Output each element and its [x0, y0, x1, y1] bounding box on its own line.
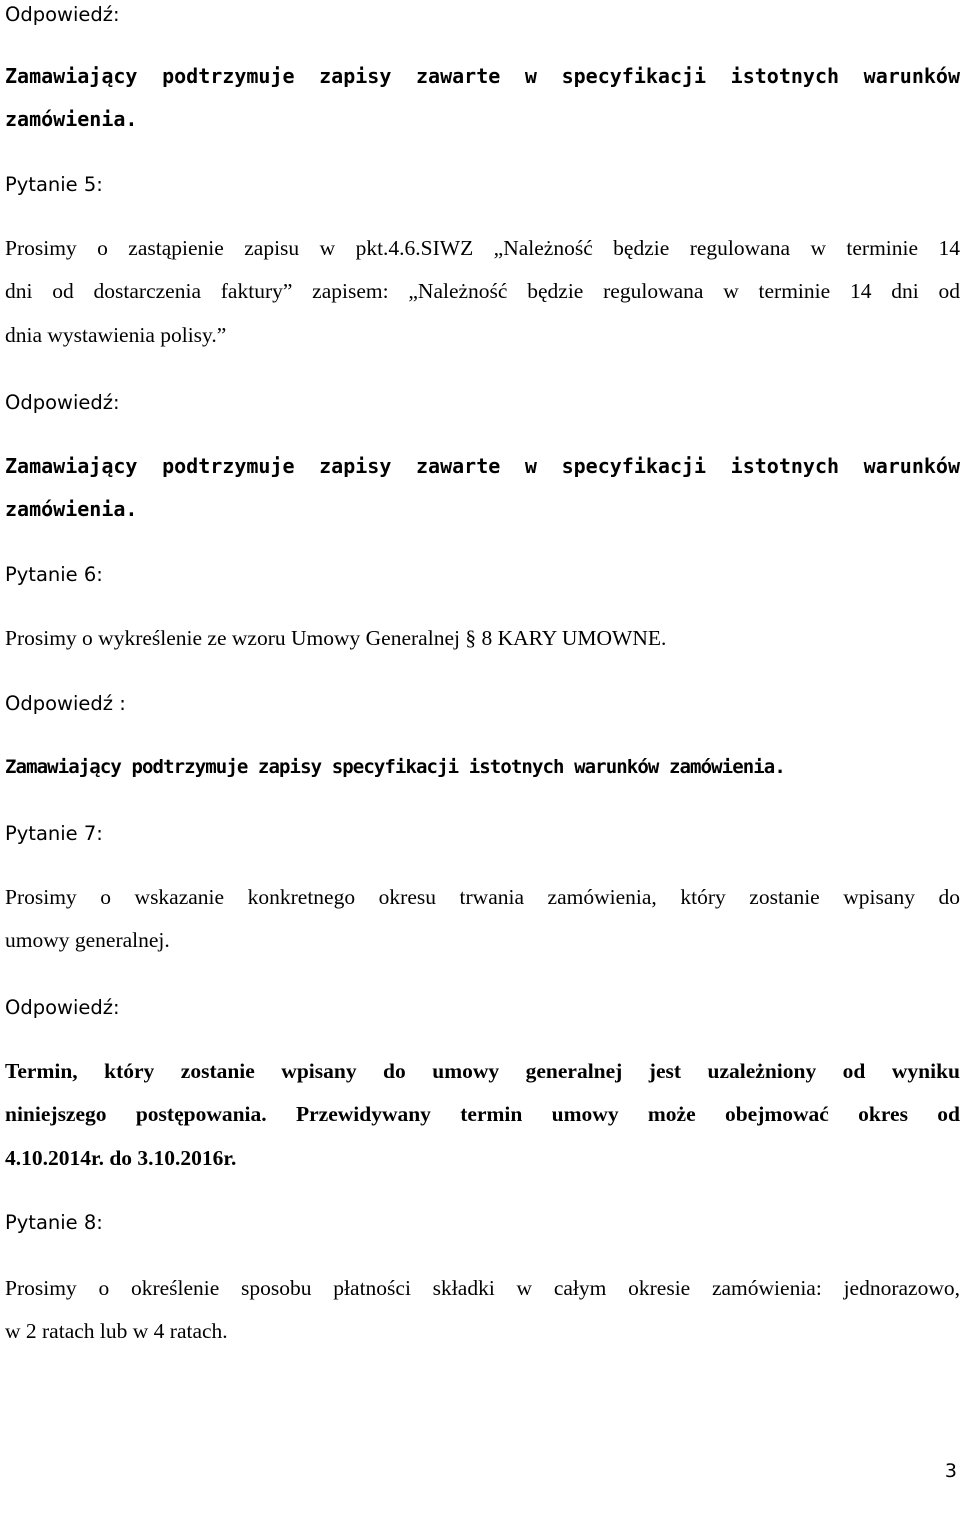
- question-5-label: Pytanie 5:: [5, 173, 103, 196]
- question-8-line-2: w 2 ratach lub w 4 ratach.: [5, 1319, 228, 1343]
- answer-6-line-1: Zamawiający podtrzymuje zapisy specyfikacji istotnych warunków zamówienia.: [5, 756, 785, 778]
- answer-5-line-2: zamówienia.: [5, 497, 138, 521]
- question-5-line-1: Prosimy o zastąpienie zapisu w pkt.4.6.SIWZ „Należność będzie regulowana w terminie 14: [5, 236, 960, 260]
- answer-6-label: Odpowiedź :: [5, 692, 126, 715]
- answer-7-line-2: niniejszego postępowania. Przewidywany termin umowy może obejmować okres od: [5, 1102, 960, 1126]
- question-6-line-1: Prosimy o wykreślenie ze wzoru Umowy Generalnej § 8 KARY UMOWNE.: [5, 626, 667, 650]
- question-8-label: Pytanie 8:: [5, 1211, 103, 1234]
- answer-7-label: Odpowiedź:: [5, 996, 120, 1019]
- question-7-line-2: umowy generalnej.: [5, 928, 170, 952]
- question-6-label: Pytanie 6:: [5, 563, 103, 586]
- question-5-line-2: dni od dostarczenia faktury” zapisem: „Należność będzie regulowana w terminie 14 dni od: [5, 279, 960, 303]
- question-8-line-1: Prosimy o określenie sposobu płatności składki w całym okresie zamówienia: jednorazowo,: [5, 1276, 960, 1300]
- answer-4-line-2: zamówienia.: [5, 107, 138, 131]
- page-number: 3: [944, 1460, 957, 1482]
- question-5-line-3: dnia wystawienia polisy.”: [5, 323, 227, 347]
- answer-4-label: Odpowiedź:: [5, 3, 120, 26]
- answer-5-label: Odpowiedź:: [5, 391, 120, 414]
- answer-7-line-3: 4.10.2014r. do 3.10.2016r.: [5, 1146, 237, 1170]
- answer-7-line-1: Termin, który zostanie wpisany do umowy generalnej jest uzależniony od wyniku: [5, 1059, 960, 1083]
- question-7-line-1: Prosimy o wskazanie konkretnego okresu trwania zamówienia, który zostanie wpisany do: [5, 885, 960, 909]
- question-7-label: Pytanie 7:: [5, 822, 103, 845]
- answer-4-line-1: Zamawiający podtrzymuje zapisy zawarte w specyfikacji istotnych warunków: [5, 64, 960, 88]
- answer-5-line-1: Zamawiający podtrzymuje zapisy zawarte w specyfikacji istotnych warunków: [5, 454, 960, 478]
